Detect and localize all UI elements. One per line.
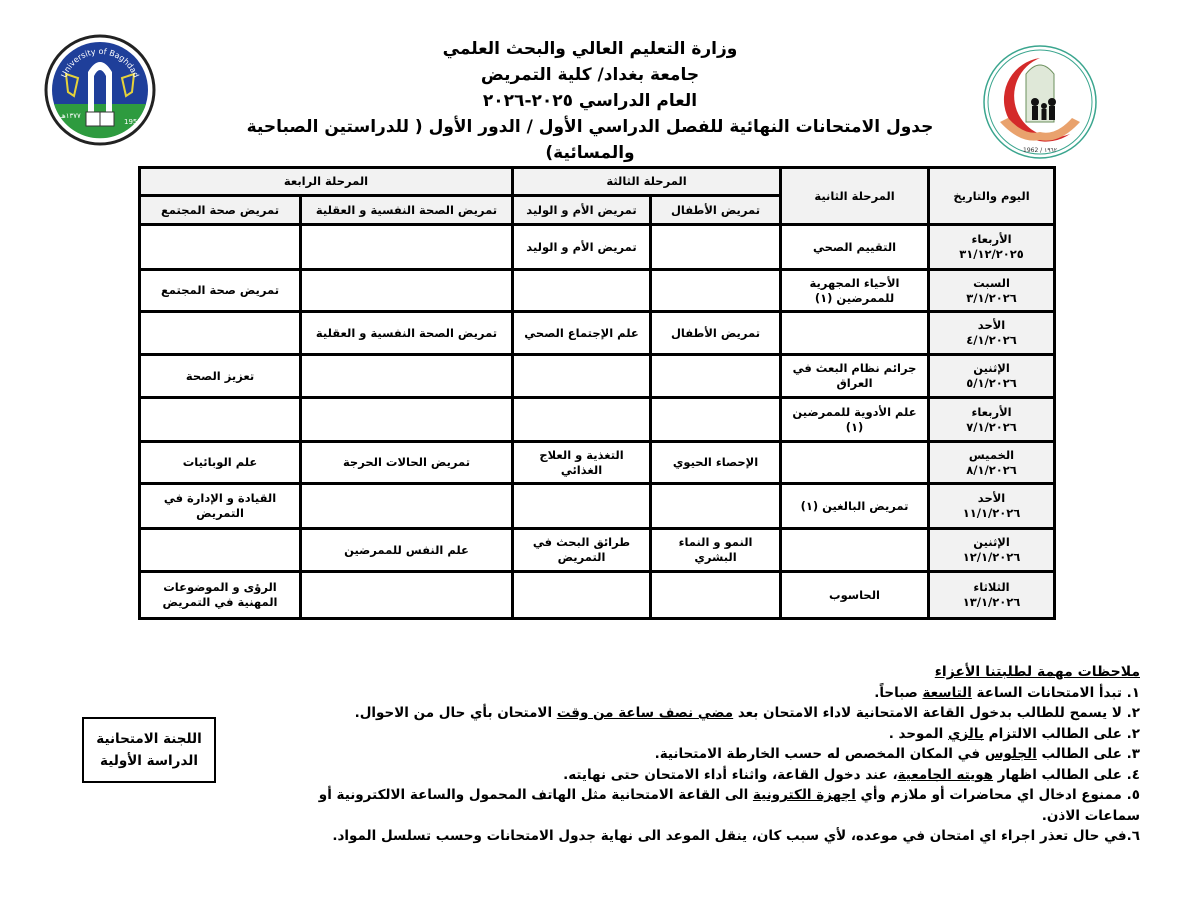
university-college-name: جامعة بغداد/ كلية التمريض [480,65,700,85]
table-row [140,225,1055,270]
note-emphasis: الجلوس [984,746,1037,762]
day-name: الأحد [977,318,1006,332]
note-item [280,826,1140,847]
stage-2-exam: الأحياء المجهرية للممرضين (١) [781,270,929,312]
day-name: الإثنين [973,361,1010,375]
exam-date: ٣١/١٢/٢٠٢٥ [959,247,1024,261]
stage-4-psychiatric-exam [301,270,513,312]
note-item [280,765,1140,786]
note-text: ٤. على الطالب اظهار [993,766,1140,783]
exam-date: ٤/١/٢٠٢٦ [966,333,1017,347]
table-row [140,312,1055,355]
note-text: ٣. على الطالب [1036,746,1140,762]
exam-date: ١١/١/٢٠٢٦ [962,506,1021,520]
note-emphasis: بالزي [947,725,984,742]
day-name: السبت [973,275,1010,290]
table-row [140,398,1055,442]
table-row [140,355,1055,398]
stage-4-community-exam [140,312,301,355]
stage-4-psychiatric-exam: علم النفس للممرضين [301,529,513,572]
stage-3-maternal-exam: علم الإجتماع الصحي [513,312,651,355]
stage-4-psychiatric-exam [301,398,513,442]
stage-3-pediatric-exam [651,225,781,270]
header-stage-2: المرحلة الثانية [781,168,929,225]
logo-right-years: 1962 / ١٩٦٢ [1023,147,1057,154]
header-stage-3: المرحلة الثالثة [513,168,781,196]
note-text: ٢. لا يسمح للطالب بدخول القاعة الامتحانية لاداء الامتحان بعد [733,705,1140,721]
stage-3-pediatric-exam: تمريض الأطفال [651,312,781,355]
day-date-cell [929,355,1055,398]
stage-2-exam: تمريض البالغين (١) [781,484,929,529]
exam-committee-box [82,717,216,783]
note-text-end: الى القاعة الامتحانية مثل الهاتف المحمول والساعة الالكترونية أو سماعات الاذن. [318,787,1140,824]
exam-date: ٣/١/٢٠٢٦ [966,290,1017,305]
stage-4-community-exam: علم الوبائيات [140,442,301,484]
day-name: الأربعاء [971,404,1012,419]
college-of-nursing-logo [980,44,1100,162]
committee-line-2: الدراسة الأولية [100,753,198,769]
note-text: ١. تبدأ الامتحانات الساعة [971,684,1140,701]
note-text-end: الموحد . [888,725,948,742]
note-text-end: الامتحان بأي حال من الاحوال. [354,705,557,721]
stage-4-psychiatric-exam [301,484,513,529]
exam-date: ٧/١/٢٠٢٦ [966,419,1017,434]
stage-2-exam: جرائم نظام البعث في العراق [781,355,929,398]
exam-schedule-table [138,166,1056,620]
important-notes [280,662,1140,847]
note-emphasis: التاسعة [922,684,972,701]
stage-3-pediatric-exam: الإحصاء الحيوي [651,442,781,484]
stage-4-community-exam [140,225,301,270]
logo-left-hijri: ١٣٧٧هـ [60,112,81,120]
day-name: الأربعاء [971,232,1012,246]
stage-2-exam: الحاسوب [781,572,929,619]
stage-3-maternal-exam: تمريض الأم و الوليد [513,225,651,270]
stage-4-community-exam [140,398,301,442]
stage-3-maternal-exam: التغذية و العلاج الغذائي [513,442,651,484]
note-emphasis: هويته الجامعية [897,766,994,783]
note-text-end: صباحاً. [874,684,923,701]
stage-3-maternal-exam: طرائق البحث في التمريض [513,529,651,572]
header-stage-4-community: تمريض صحة المجتمع [140,196,301,225]
document-header [200,36,980,166]
university-of-baghdad-logo [44,34,156,146]
stage-3-pediatric-exam [651,270,781,312]
stage-3-pediatric-exam [651,484,781,529]
stage-3-maternal-exam [513,484,651,529]
note-emphasis: مضي نصف ساعة من وقت [556,705,734,721]
note-text-end: في المكان المخصص له حسب الخارطة الامتحانية. [654,746,985,762]
stage-2-exam: التقييم الصحي [781,225,929,270]
stage-4-psychiatric-exam: تمريض الصحة النفسية و العقلية [301,312,513,355]
stage-3-maternal-exam [513,572,651,619]
stage-4-community-exam [140,529,301,572]
table-row [140,442,1055,484]
committee-line-1: اللجنة الامتحانية [96,731,202,747]
day-name: الخميس [968,447,1015,462]
header-stage-3-pediatric: تمريض الأطفال [651,196,781,225]
day-date-cell [929,270,1055,312]
stage-4-community-exam: القيادة و الإدارة في التمريض [140,484,301,529]
schedule-title: جدول الامتحانات النهائية للفصل الدراسي الأول / الدور الأول ( للدراستين الصباحية والمسائية) [246,117,934,163]
stage-2-exam: علم الأدوية للممرضين (١) [781,398,929,442]
note-text: ٢. على الطالب الالتزام [983,725,1140,742]
logo-left-text: University of Baghdad [59,46,141,79]
stage-3-pediatric-exam [651,398,781,442]
stage-4-community-exam: الرؤى و الموضوعات المهنية في التمريض [140,572,301,619]
stage-4-community-exam: تعزيز الصحة [140,355,301,398]
stage-2-exam [781,529,929,572]
stage-4-psychiatric-exam: تمريض الحالات الحرجة [301,442,513,484]
stage-3-maternal-exam [513,355,651,398]
table-row [140,270,1055,312]
stage-4-psychiatric-exam [301,572,513,619]
header-day-date: اليوم والتاريخ [929,168,1055,225]
stage-3-pediatric-exam [651,572,781,619]
exam-date: ٨/١/٢٠٢٦ [966,462,1017,477]
day-date-cell [929,442,1055,484]
day-name: الإثنين [973,535,1010,549]
day-date-cell [929,312,1055,355]
note-text: ٦.في حال تعذر اجراء اي امتحان في موعده، لأي سبب كان، ينقل الموعد الى نهاية جدول الامتحانات وحسب تسلسل المواد. [332,828,1140,844]
note-item [280,785,1140,826]
header-stage-4-psychiatric: تمريض الصحة النفسية و العقلية [301,196,513,225]
day-date-cell [929,484,1055,529]
logo-left-year: 1957 [124,118,142,126]
stage-4-psychiatric-exam [301,225,513,270]
exam-date: ١٣/١/٢٠٢٦ [962,595,1021,609]
note-text: ٥. ممنوع ادخال اي محاضرات أو ملازم وأي [855,787,1140,803]
day-date-cell [929,225,1055,270]
ministry-name: وزارة التعليم العالي والبحث العلمي [442,39,738,59]
stage-3-pediatric-exam: النمو و النماء البشري [651,529,781,572]
stage-2-exam [781,442,929,484]
stage-3-pediatric-exam [651,355,781,398]
note-item [280,724,1140,745]
day-date-cell [929,398,1055,442]
header-stage-3-maternal: تمريض الأم و الوليد [513,196,651,225]
notes-title: ملاحظات مهمة لطلبتنا الأعزاء [934,664,1140,680]
note-text-end: ، عند دخول القاعة، واثناء أداء الامتحان حتى نهايته. [563,766,898,783]
day-date-cell [929,572,1055,619]
day-name: الأحد [977,491,1006,505]
header-stage-4: المرحلة الرابعة [140,168,513,196]
note-emphasis: اجهزة الكترونية [752,787,856,803]
stage-2-exam [781,312,929,355]
academic-year: العام الدراسي ٢٠٢٥-٢٠٢٦ [482,91,698,111]
table-row [140,484,1055,529]
stage-3-maternal-exam [513,398,651,442]
day-name: الثلاثاء [973,580,1010,594]
exam-date: ١٢/١/٢٠٢٦ [962,550,1021,564]
exam-date: ٥/١/٢٠٢٦ [966,376,1017,390]
table-row [140,529,1055,572]
table-row [140,572,1055,619]
note-item [280,683,1140,704]
stage-3-maternal-exam [513,270,651,312]
note-item [280,744,1140,765]
stage-4-psychiatric-exam [301,355,513,398]
stage-4-community-exam: تمريض صحة المجتمع [140,270,301,312]
day-date-cell [929,529,1055,572]
note-item [280,703,1140,724]
